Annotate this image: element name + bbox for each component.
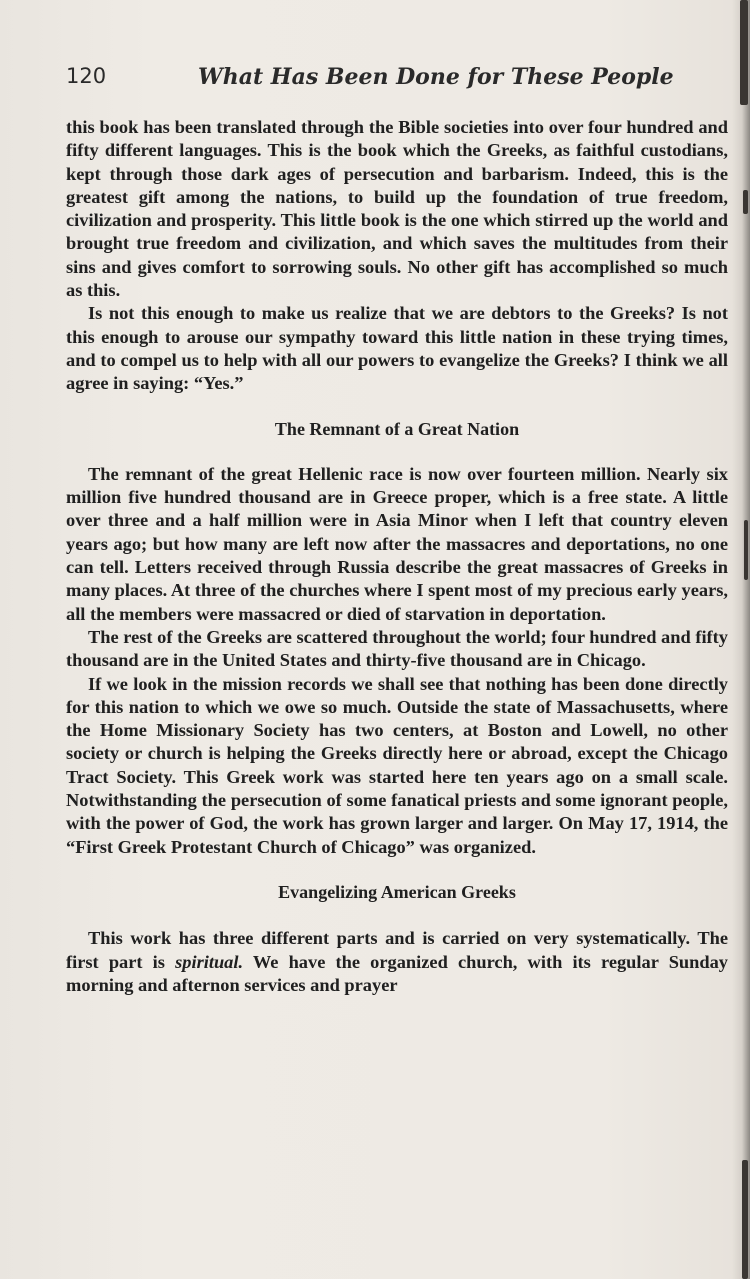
section-heading-evangelizing: Evangelizing American Greeks — [278, 881, 516, 902]
page-edge-mark — [740, 0, 748, 105]
emphasis-spiritual: spiritual. — [175, 951, 244, 972]
paragraph: The rest of the Greeks are scattered throughout the world; four hundred and fifty thousand are in the United States and thirty-five thousand are in Chicago. — [66, 626, 728, 671]
page-edge-mark — [743, 190, 748, 214]
page-edge-mark — [742, 1160, 748, 1279]
page-edge-mark — [744, 520, 748, 580]
paragraph: Is not this enough to make us realize that we are debtors to the Greeks? Is not this enough to arouse our sympathy toward this little nation in these trying times, and to compel us to help with all our powers to evangelize the Greeks? I think we all agree in saying: “Yes.” — [66, 303, 728, 394]
paragraph-end: We have the organized church, with its regular Sunday morning and afternon services and prayer — [66, 951, 728, 995]
running-head — [66, 64, 728, 96]
body-text — [66, 116, 728, 997]
paragraph: The remnant of the great Hellenic race is now over fourteen million. Nearly six million five hundred thousand are in Greece proper, which is a free state. A little over three and a half million were in Asia Minor when I left that country eleven years ago; but how many are left now after the massacres and deportations, no one can tell. Letters received through Russia describe the great massacres of Greeks in many places. At three of the churches where I spent most of my precious early years, all the members were massacred or died of starvation in deportation. — [66, 463, 728, 624]
section-heading-remnant: The Remnant of a Great Nation — [274, 418, 520, 439]
paragraph — [66, 927, 728, 997]
paragraph: If we look in the mission records we shall see that nothing has been done directly for this nation to which we owe so much. Outside the state of Massachusetts, where the Home Missionary Society has two centers, at Boston and Lowell, no other society or church is helping the Greeks directly here or abroad, except the Chicago Tract Society. This Greek work was started here ten years ago on a small scale. Notwithstanding the persecution of some fanatical priests and some ignorant people, with the power of God, the work has grown larger and larger. On May 17, 1914, the “First Greek Protestant Church of Chicago” was organized. — [66, 673, 728, 857]
paragraph-start: This work has three different parts and is carried on very systematically. The first part is — [66, 928, 728, 972]
page-number: 120 — [66, 64, 107, 88]
running-title: What Has Been Done for These People — [198, 64, 674, 90]
paragraph-continued: this book has been translated through the Bible societies into over four hundred and fifty different languages. This is the book which the Greeks, as faithful custodians, kept through those dark ages of persecution and barbarism. Indeed, this is the greatest gift among the nations, to build up the foundation of true freedom, civilization and prosperity. This little book is the one which stirred up the world and brought true freedom and civilization, and which saves the multitudes from their sins and gives comfort to sorrowing souls. No other gift has accomplished so much as this. — [66, 117, 728, 301]
